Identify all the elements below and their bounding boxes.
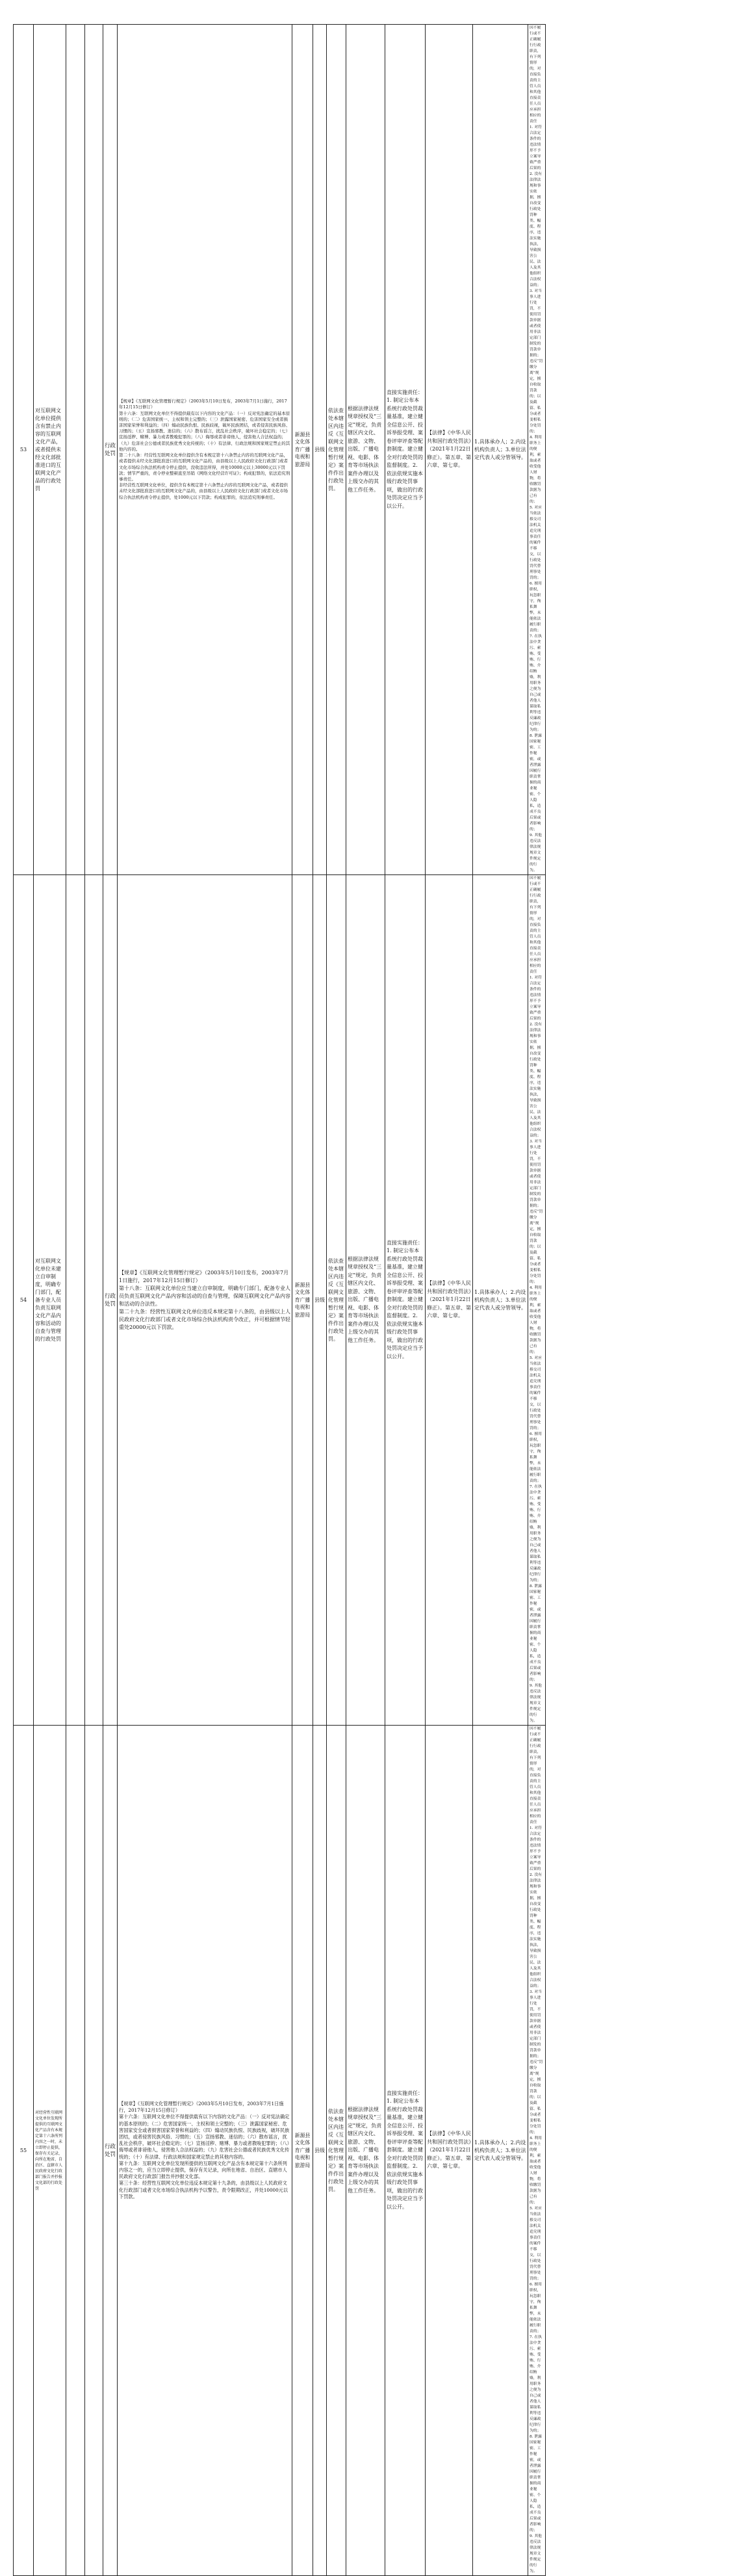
- penalty-line: 4. 利用职务上的便利，索取或者收受他人财物，将收缴罚款据为己有的；: [530, 2136, 542, 2205]
- penalty-line: 2. 没有法律法规和事实依据，擅自改变行政处罚种类、幅度、程序，违法实施执法，导致损害公民、法人及其他组织合法权益的；: [530, 1023, 542, 1138]
- department: 新源县文化体育广播电视和旅游局: [292, 25, 313, 875]
- enforcement-subject: 依法查处本辖区内违反《互联网文化管理暂行规定》案件作出行政处罚。: [327, 25, 346, 875]
- penalty-line: 3. 对当事人进行处罚，不使用罚款单据或者使用非法定部门制发的罚款单据的；违反“罚缴分离”规定，擅自收取罚款的；以及截留、私分或者变相私分处罚的；: [530, 289, 543, 434]
- penalty-line: 3. 对当事人进行处罚，不使用罚款单据或者使用非法定部门制发的罚款单据的；违反“罚缴分离”规定，擅自收取罚款的；以及截留、私分或者变相私分处罚的；: [530, 1140, 543, 1284]
- legal-basis: [118, 25, 292, 875]
- level: 县级: [313, 1726, 327, 2576]
- basis-paragraph: 非经营性互联网文化单位，提供含有本规定第十六条禁止内容的互联网文化产品，或者提供未经文化部批准进口的互联网文化产品的，由县级以上人民政府文化行政部门或者文化市场综合执法机构责令停止提供，处1000元以下罚款；构成犯罪的，依法追究刑事责任。: [119, 482, 288, 500]
- penalty-line: 5. 对应当依法移交司法机关追究刑事责任的案件不移交，以行政处罚代替刑事处罚的；: [530, 2207, 542, 2281]
- responsibility-duty: 根据法律法规规章授权及“三定”规定，负责辖区内文化、旅游、文物、出版、广播电视、电影、体育等市场执法案件办理以及上级交办的其他工作任务。: [346, 875, 385, 1726]
- empty-cell: [66, 25, 85, 875]
- responsibility-law: 【法律】《中华人民共和国行政处罚法》（2021年1月22日修正）。第五章、第六章、第七章。: [426, 25, 473, 875]
- responsibility-item: 直接实施责任：1. 制定公布本系统行政处罚裁量基准，建立健全信息公开、投诉举报受理、案卷评审评查等配套制度。建立健全对行政处罚的监督制度。2. 依法依规实施本级行政处罚事项，做出的行政处罚决定应当予以公开。: [385, 1726, 426, 2576]
- empty-cell: [85, 25, 103, 875]
- responsibility-law: 【法律】《中华人民共和国行政处罚法》（2021年1月22日修正）。第五章、第六章、第七章。: [426, 875, 473, 1726]
- table-row: [14, 875, 718, 1726]
- penalty-line: 因不履行或不正确履行行政职责，有下列情形的，对直接负责的主管人员和其他直接责任人员应承担相应的责任: [530, 1727, 541, 1824]
- item-name: 对经营性互联网文化单位发现所提供的互联网文化产品含有本规定第十六条所列内容之一时，未立即停止提供，保存有关记录，向所在地省、自治区、直辖市人民政府文化行政部门报告并抄报文化部的行政处罚: [34, 1726, 66, 2576]
- penalty-line: 4. 利用职务上的便利，索取或者收受他人财物，将收缴罚款据为己有的；: [530, 1286, 542, 1354]
- basis-paragraph: 【规章】《互联网文化管理暂行规定》（2003年5月10日发布，2003年7月1日施行，2017年12月15日修订）: [119, 2100, 284, 2114]
- accountability-situations: [528, 25, 546, 875]
- table-row: [14, 25, 718, 875]
- penalty-line: 因不履行或不正确履行行政职责，有下列情形的，对直接负责的主管人员和其他直接责任人员应承担相应的责任: [530, 26, 541, 124]
- penalty-line: 1. 对符合法定条件的违法情形不予立案导致严重后果的: [530, 976, 542, 1021]
- penalty-line: 6. 擅用职权，玩忽职守，徇私舞弊，未能依法履行职责的；: [530, 582, 542, 633]
- penalty-line: 因不履行或不正确履行行政职责，有下列情形的，对直接负责的主管人员和其他直接责任人员应承担相应的责任: [530, 876, 541, 974]
- responsible-persons: 1.具体承办人；2.内设机构负责人；3.单位法定代表人或分管领导。: [473, 1726, 528, 2576]
- penalty-line: 8. 泄露国家秘密、工作秘密，或者泄露因履行职责掌握的商业秘密、个人隐私，造成不良后果或者影响的；: [530, 2435, 542, 2532]
- basis-paragraph: 第十九条：互联网文化单位发现所提供的互联网文化产品含有本规定第十六条所列内容之一的，应当立即停止提供，保存有关记录，向所在地省、自治区、直辖市人民政府文化行政部门报告并抄报文化部。: [119, 2160, 287, 2180]
- responsibility-item: 直接实施责任：1. 制定公布本系统行政处罚裁量基准，建立健全信息公开、投诉举报受理、案卷评审评查等配套制度。建立健全对行政处罚的监督制度。2. 依法依规实施本级行政处罚事项，做出的行政处罚决定应当予以公开。: [385, 875, 426, 1726]
- empty-cell: [66, 875, 85, 1726]
- penalty-line: 5. 对应当依法移交司法机关追究刑事责任的案件不移交，以行政处罚代替刑事处罚的；: [530, 506, 542, 580]
- legal-basis: [118, 875, 292, 1726]
- penalty-line: 7. 在执法中贪污、索贿、受贿、行贿、介绍贿赂，利用职务之便为自己或者他人谋取私利等违反廉政纪律行为的；: [530, 635, 542, 732]
- penalty-line: 1. 对符合法定条件的违法情形不予立案导致严重后果的: [530, 125, 542, 170]
- level: 县级: [313, 25, 327, 875]
- power-type: 行政处罚: [103, 1726, 118, 2576]
- basis-paragraph: 第十六条：互联网文化单位不得提供载有以下内容的文化产品：（一）反对宪法确定的基本原则的；（二）危害国家统一、主权和领土完整的；（三）泄露国家秘密、危害国家安全或者损害国家荣誉和利益的；（四）煽动民族仇恨、民族歧视，破坏民族团结，或者侵害民族风俗、习惯的；（五）宣扬邪教、迷信的；（六）散布谣言，扰乱社会秩序，破坏社会稳定的；（七）宣扬淫秽、赌博、暴力或者教唆犯罪的；（八）侮辱或者诽谤他人，侵害他人合法权益的；（九）危害社会公德或者民族优秀文化传统的；（十）有法律、行政法规和国家规定禁止的其他内容的。: [119, 410, 290, 452]
- responsibility-duty: 根据法律法规规章授权及“三定”规定，负责辖区内文化、旅游、文物、出版、广播电视、电影、体育等市场执法案件办理以及上级交办的其他工作任务。: [346, 25, 385, 875]
- basis-paragraph: 第十六条：互联网文化单位不得提供载有以下内容的文化产品：（一）反对宪法确定的基本原则的；（二）危害国家统一、主权和领土完整的；（三）泄露国家秘密、危害国家安全或者损害国家荣誉和利益的；（四）煽动民族仇恨、民族歧视，破坏民族团结，或者侵害民族风俗、习惯的；（五）宣扬邪教、迷信的；（六）散布谣言，扰乱社会秩序，破坏社会稳定的；（七）宣扬淫秽、赌博、暴力或者教唆犯罪的；（八）侮辱或者诽谤他人，侵害他人合法权益的；（九）危害社会公德或者民族优秀文化传统的；（十）有法律、行政法规和国家规定禁止的其他内容的。: [119, 2114, 290, 2160]
- empty-cell: [66, 1726, 85, 2576]
- penalty-line: 9. 其他违反法律法规规章文件规定的行为。: [530, 2534, 542, 2573]
- power-type: 行政处罚: [103, 875, 118, 1726]
- penalty-line: 5. 对应当依法移交司法机关追究刑事责任的案件不移交，以行政处罚代替刑事处罚的；: [530, 1356, 542, 1430]
- penalty-line: 8. 泄露国家秘密、工作秘密，或者泄露因履行职责掌握的商业秘密、个人隐私，造成不良后果或者影响的；: [530, 1584, 542, 1682]
- responsible-persons: 1.具体承办人；2.内设机构负责人；3.单位法定代表人或分管领导。: [473, 25, 528, 875]
- basis-paragraph: 【规章】《互联网文化管理暂行规定》（2003年5月10日发布，2003年7月1日施行，2017年12月15日修订）: [119, 399, 287, 410]
- penalty-line: 8. 泄露国家秘密、工作秘密，或者泄露因履行职责掌握的商业秘密、个人隐私，造成不良后果或者影响的；: [530, 734, 542, 832]
- penalty-line: 3. 对当事人进行处罚，不使用罚款单据或者使用非法定部门制发的罚款单据的；违反“罚缴分离”规定，擅自收取罚款的；以及截留、私分或者变相私分处罚的；: [530, 1990, 543, 2135]
- table-row: [14, 1726, 718, 2576]
- basis-paragraph: 第十八条：互联网文化单位应当建立自审制度，明确专门部门，配备专业人员负责互联网文化产品内容和活动的自查与管理，保障互联网文化产品内容和活动的合法性。: [119, 1285, 290, 1307]
- row-number: 54: [14, 875, 34, 1726]
- basis-paragraph: 第三十条：经营性互联网文化单位违反本规定第十九条的，由县级以上人民政府文化行政部门或者文化市场综合执法机构予以警告，责令限期改正，并处10000元以下罚款。: [119, 2180, 288, 2200]
- department: 新源县文化体育广播电视和旅游局: [292, 1726, 313, 2576]
- penalty-line: 2. 没有法律法规和事实依据，擅自改变行政处罚种类、幅度、程序，违法实施执法，导致损害公民、法人及其他组织合法权益的；: [530, 172, 542, 287]
- responsibility-duty: 根据法律法规规章授权及“三定”规定，负责辖区内文化、旅游、文物、出版、广播电视、电影、体育等市场执法案件办理以及上级交办的其他工作任务。: [346, 1726, 385, 2576]
- item-name: 对互联网文化单位提供含有禁止内容的互联网文化产品，或者提供未经文化部批准进口的互联网文化产品的行政处罚: [34, 25, 66, 875]
- penalty-line: 7. 在执法中贪污、索贿、受贿、行贿、介绍贿赂，利用职务之便为自己或者他人谋取私利等违反廉政纪律行为的；: [530, 2335, 542, 2433]
- penalty-line: 4. 利用职务上的便利，索取或者收受他人财物，将收缴罚款据为己有的；: [530, 436, 542, 504]
- responsibility-item: 直接实施责任：1. 制定公布本系统行政处罚裁量基准，建立健全信息公开、投诉举报受理、案卷评审评查等配套制度。建立健全对行政处罚的监督制度。2. 依法依规实施本级行政处罚事项，做出的行政处罚决定应当予以公开。: [385, 25, 426, 875]
- power-list-table: [13, 24, 718, 2576]
- accountability-situations: [528, 875, 546, 1726]
- empty-cell: [85, 875, 103, 1726]
- responsibility-law: 【法律】《中华人民共和国行政处罚法》（2021年1月22日修正）。第五章、第六章、第七章。: [426, 1726, 473, 2576]
- item-name: 对互联网文化单位未建立自审制度，明确专门部门，配备专业人员负责互联网文化产品内容和活动的自查与管理的行政处罚: [34, 875, 66, 1726]
- accountability-situations: [528, 1726, 546, 2576]
- penalty-line: 1. 对符合法定条件的违法情形不予立案导致严重后果的: [530, 1826, 542, 1871]
- basis-paragraph: 第二十八条：经营性互联网文化单位提供含有本规定第十六条禁止内容的互联网文化产品，或者提供未经文化部批准进口的互联网文化产品的，由县级以上人民政府文化行政部门或者文化市场综合执法机构责令停止提供，没收违法所得，并处10000元以上30000元以下罚款；情节严重的，责令停业整顿直至吊销《网络文化经营许可证》；构成犯罪的，依法追究刑事责任。: [119, 453, 290, 482]
- basis-paragraph: 【规章】《互联网文化管理暂行规定》（2003年5月10日发布，2003年7月1日施行，2017年12月15日修订）: [119, 1269, 289, 1283]
- row-number: 53: [14, 25, 34, 875]
- empty-cell: [85, 1726, 103, 2576]
- enforcement-subject: 依法查处本辖区内违反《互联网文化管理暂行规定》案件作出行政处罚。: [327, 875, 346, 1726]
- penalty-line: 6. 擅用职权，玩忽职守，徇私舞弊，未能依法履行职责的；: [530, 1432, 542, 1483]
- power-type: 行政处罚: [103, 25, 118, 875]
- enforcement-subject: 依法查处本辖区内违反《互联网文化管理暂行规定》案件作出行政处罚。: [327, 1726, 346, 2576]
- penalty-line: 7. 在执法中贪污、索贿、受贿、行贿、介绍贿赂，利用职务之便为自己或者他人谋取私利等违反廉政纪律行为的；: [530, 1485, 542, 1583]
- penalty-line: 9. 其他违反法律法规规章文件规定的行为。: [530, 1684, 542, 1723]
- penalty-line: 9. 其他违反法律法规规章文件规定的行为。: [530, 834, 542, 873]
- penalty-line: 6. 擅用职权，玩忽职守，徇私舞弊，未能依法履行职责的；: [530, 2283, 542, 2333]
- level: 县级: [313, 875, 327, 1726]
- row-number: 55: [14, 1726, 34, 2576]
- department: 新源县文化体育广播电视和旅游局: [292, 875, 313, 1726]
- legal-basis: [118, 1726, 292, 2576]
- responsible-persons: 1.具体承办人；2.内设机构负责人；3.单位法定代表人或分管领导。: [473, 875, 528, 1726]
- basis-paragraph: 第二十九条：经营性互联网文化单位违反本规定第十八条的，由县级以上人民政府文化行政部门或者文化市场综合执法机构责令改正，并可根据情节轻重处20000元以下罚款。: [119, 1308, 290, 1330]
- penalty-line: 2. 没有法律法规和事实依据，擅自改变行政处罚种类、幅度、程序，违法实施执法，导致损害公民、法人及其他组织合法权益的；: [530, 1873, 542, 1988]
